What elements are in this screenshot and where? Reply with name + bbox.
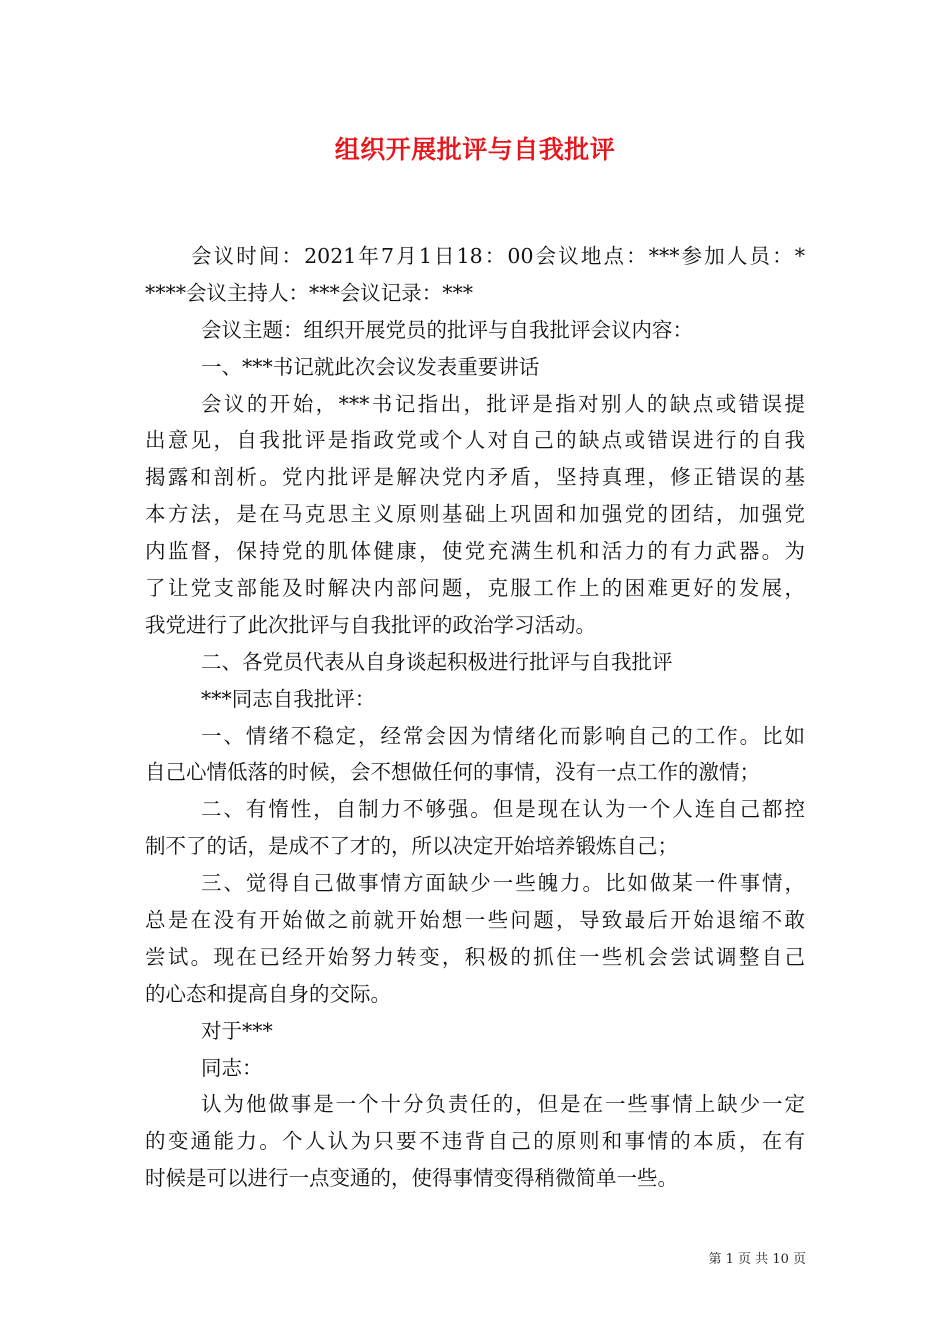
- text-line: 的心态和提高自身的交际。: [145, 981, 391, 1006]
- text-line: 总是在没有开始做之前就开始想一些问题，导致最后开始退缩不敢: [145, 908, 805, 933]
- text-line: 制不了的话，是成不了才的，所以决定开始培养锻炼自己；: [145, 834, 678, 859]
- text-line: 揭露和剖析。党内批评是解决党内矛盾，坚持真理，修正错误的基: [145, 465, 805, 490]
- text-line: 同志：: [201, 1055, 263, 1080]
- text-line: 认为他做事是一个十分负责任的，但是在一些事情上缺少一定: [201, 1092, 805, 1117]
- text-line: 尝试。现在已经开始努力转变，积极的抓住一些机会尝试调整自己: [145, 944, 805, 969]
- paragraph: [145, 681, 805, 718]
- text-line: 三、觉得自己做事情方面缺少一些魄力。比如做某一件事情，: [201, 871, 805, 896]
- text-line: 时候是可以进行一点变通的，使得事情变得稍微简单一些。: [145, 1166, 678, 1191]
- text-line: 内监督，保持党的肌体健康，使党充满生机和活力的有力武器。为: [145, 539, 805, 564]
- text-line: 我党进行了此次批评与自我批评的政治学习活动。: [145, 612, 596, 637]
- paragraph: [145, 1050, 805, 1087]
- paragraph: [145, 865, 805, 1013]
- paragraph: [145, 1013, 805, 1050]
- paragraph: [145, 644, 805, 681]
- paragraph: [145, 238, 805, 312]
- paragraph: [145, 718, 805, 792]
- paragraph: [145, 386, 805, 644]
- text-line: 对于***: [201, 1018, 273, 1043]
- page-number: 第 1 页 共 10 页: [708, 1252, 806, 1267]
- text-line: 二、各党员代表从自身谈起积极进行批评与自我批评: [201, 649, 673, 674]
- paragraph: [145, 1086, 805, 1197]
- document-title: 组织开展批评与自我批评: [334, 135, 616, 164]
- text-line: 出意见，自我批评是指政党或个人对自己的缺点或错误进行的自我: [145, 428, 805, 453]
- text-line: 会议时间：2021年7月1日18：00会议地点：***参加人员：*: [191, 244, 805, 268]
- text-line: 会议主题：组织开展党员的批评与自我批评会议内容：: [201, 317, 693, 342]
- paragraph: [145, 349, 805, 386]
- paragraph: [145, 312, 805, 349]
- paragraph: [145, 791, 805, 865]
- text-line: ****会议主持人：***会议记录：***: [145, 280, 473, 305]
- text-line: 二、有惰性，自制力不够强。但是现在认为一个人连自己都控: [201, 797, 805, 822]
- text-line: 自己心情低落的时候，会不想做任何的事情，没有一点工作的激情；: [145, 760, 760, 785]
- text-line: 一、情绪不稳定，经常会因为情绪化而影响自己的工作。比如: [201, 723, 805, 748]
- document-body: [145, 238, 805, 1197]
- text-line: 的变通能力。个人认为只要不违背自己的原则和事情的本质，在有: [145, 1129, 805, 1154]
- text-line: 本方法，是在马克思主义原则基础上巩固和加强党的团结，加强党: [145, 502, 805, 527]
- text-line: 一、***书记就此次会议发表重要讲话: [201, 354, 540, 379]
- text-line: 会议的开始，***书记指出，批评是指对别人的缺点或错误提: [201, 391, 805, 416]
- text-line: ***同志自我批评：: [201, 686, 376, 711]
- text-line: 了让党支部能及时解决内部问题，克服工作上的困难更好的发展，: [145, 576, 805, 601]
